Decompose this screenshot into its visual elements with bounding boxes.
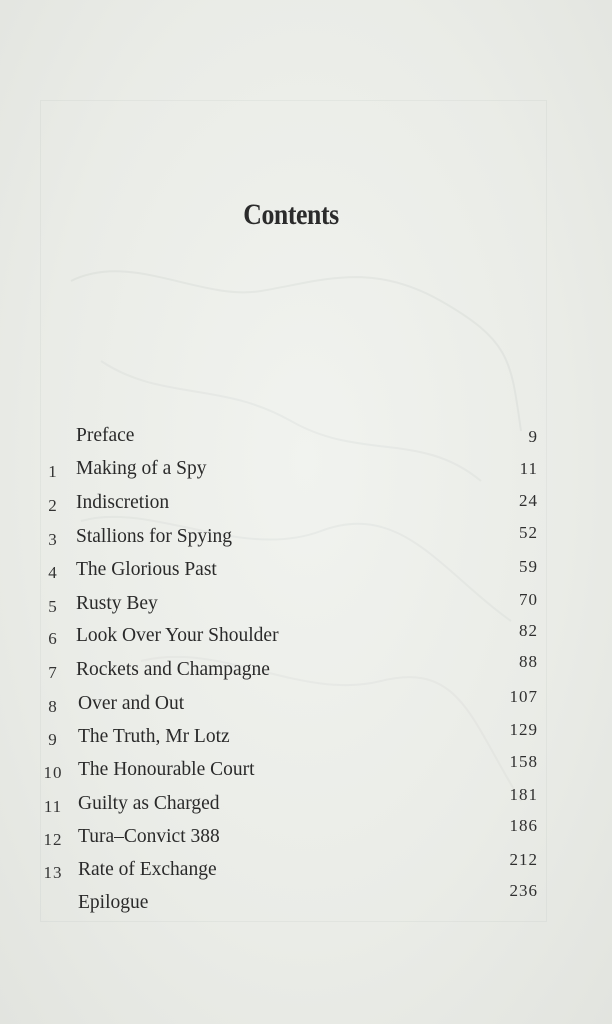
toc-entry-chapter-11 xyxy=(40,785,550,823)
page-number: 70 xyxy=(519,590,538,609)
chapter-title: The Honourable Court xyxy=(78,759,255,780)
chapter-number: 8 xyxy=(48,697,58,716)
page-number: 88 xyxy=(519,652,538,671)
chapter-title: Over and Out xyxy=(78,693,185,714)
chapter-number: 12 xyxy=(43,830,63,849)
page-title: Contents xyxy=(243,198,339,231)
chapter-title: The Truth, Mr Lotz xyxy=(78,726,230,747)
chapter-title: Tura–Convict 388 xyxy=(78,826,220,847)
toc-entry-chapter-9 xyxy=(40,720,550,756)
page-number: 212 xyxy=(509,850,538,869)
chapter-title: Guilty as Charged xyxy=(78,793,220,814)
toc-entry-chapter-10 xyxy=(40,752,550,789)
toc-entry-chapter-3 xyxy=(40,523,550,556)
chapter-number: 9 xyxy=(48,730,58,749)
chapter-number: 3 xyxy=(48,530,58,549)
toc-entry-chapter-6 xyxy=(40,621,550,655)
page-number: 52 xyxy=(519,523,538,542)
chapter-title: Rusty Bey xyxy=(76,593,158,614)
chapter-title: Making of a Spy xyxy=(76,458,207,479)
toc-entry-epilogue xyxy=(40,881,550,922)
chapter-number: 2 xyxy=(48,496,58,515)
chapter-title: Rate of Exchange xyxy=(78,859,217,880)
toc-entry-chapter-5 xyxy=(40,590,550,623)
toc-entry-preface xyxy=(40,425,550,455)
page-number: 236 xyxy=(509,881,538,900)
chapter-title: Epilogue xyxy=(78,892,149,913)
toc-entry-chapter-1 xyxy=(40,458,550,488)
chapter-number: 7 xyxy=(48,663,58,682)
chapter-title: The Glorious Past xyxy=(76,559,217,580)
page-number: 107 xyxy=(509,687,538,706)
page-number: 11 xyxy=(519,459,538,478)
chapter-number: 11 xyxy=(43,797,63,816)
toc-entry-chapter-13 xyxy=(40,850,550,889)
page-number: 186 xyxy=(509,816,538,835)
toc-entry-chapter-2 xyxy=(40,492,550,522)
page-number: 59 xyxy=(519,557,538,576)
chapter-title: Rockets and Champagne xyxy=(76,659,270,680)
toc-entry-chapter-7 xyxy=(40,652,550,689)
page-number: 129 xyxy=(509,720,538,739)
chapter-number: 5 xyxy=(48,597,58,616)
chapter-title: Stallions for Spying xyxy=(76,526,233,547)
page-number: 82 xyxy=(519,621,538,640)
page-number: 9 xyxy=(528,427,538,446)
toc-entry-chapter-12 xyxy=(40,816,550,856)
chapter-title: Indiscretion xyxy=(76,492,170,513)
page-number: 158 xyxy=(509,752,538,771)
chapter-title: Look Over Your Shoulder xyxy=(76,625,279,646)
chapter-number: 6 xyxy=(48,629,58,648)
chapter-number: 4 xyxy=(48,563,58,582)
page-number: 24 xyxy=(519,491,538,510)
chapter-number: 13 xyxy=(43,863,63,882)
toc-entry-chapter-4 xyxy=(40,559,550,589)
chapter-number: 10 xyxy=(43,763,63,782)
page-number: 181 xyxy=(509,785,538,804)
toc-entry-chapter-8 xyxy=(40,687,550,723)
chapter-number: 1 xyxy=(48,462,58,481)
chapter-title: Preface xyxy=(76,425,135,446)
